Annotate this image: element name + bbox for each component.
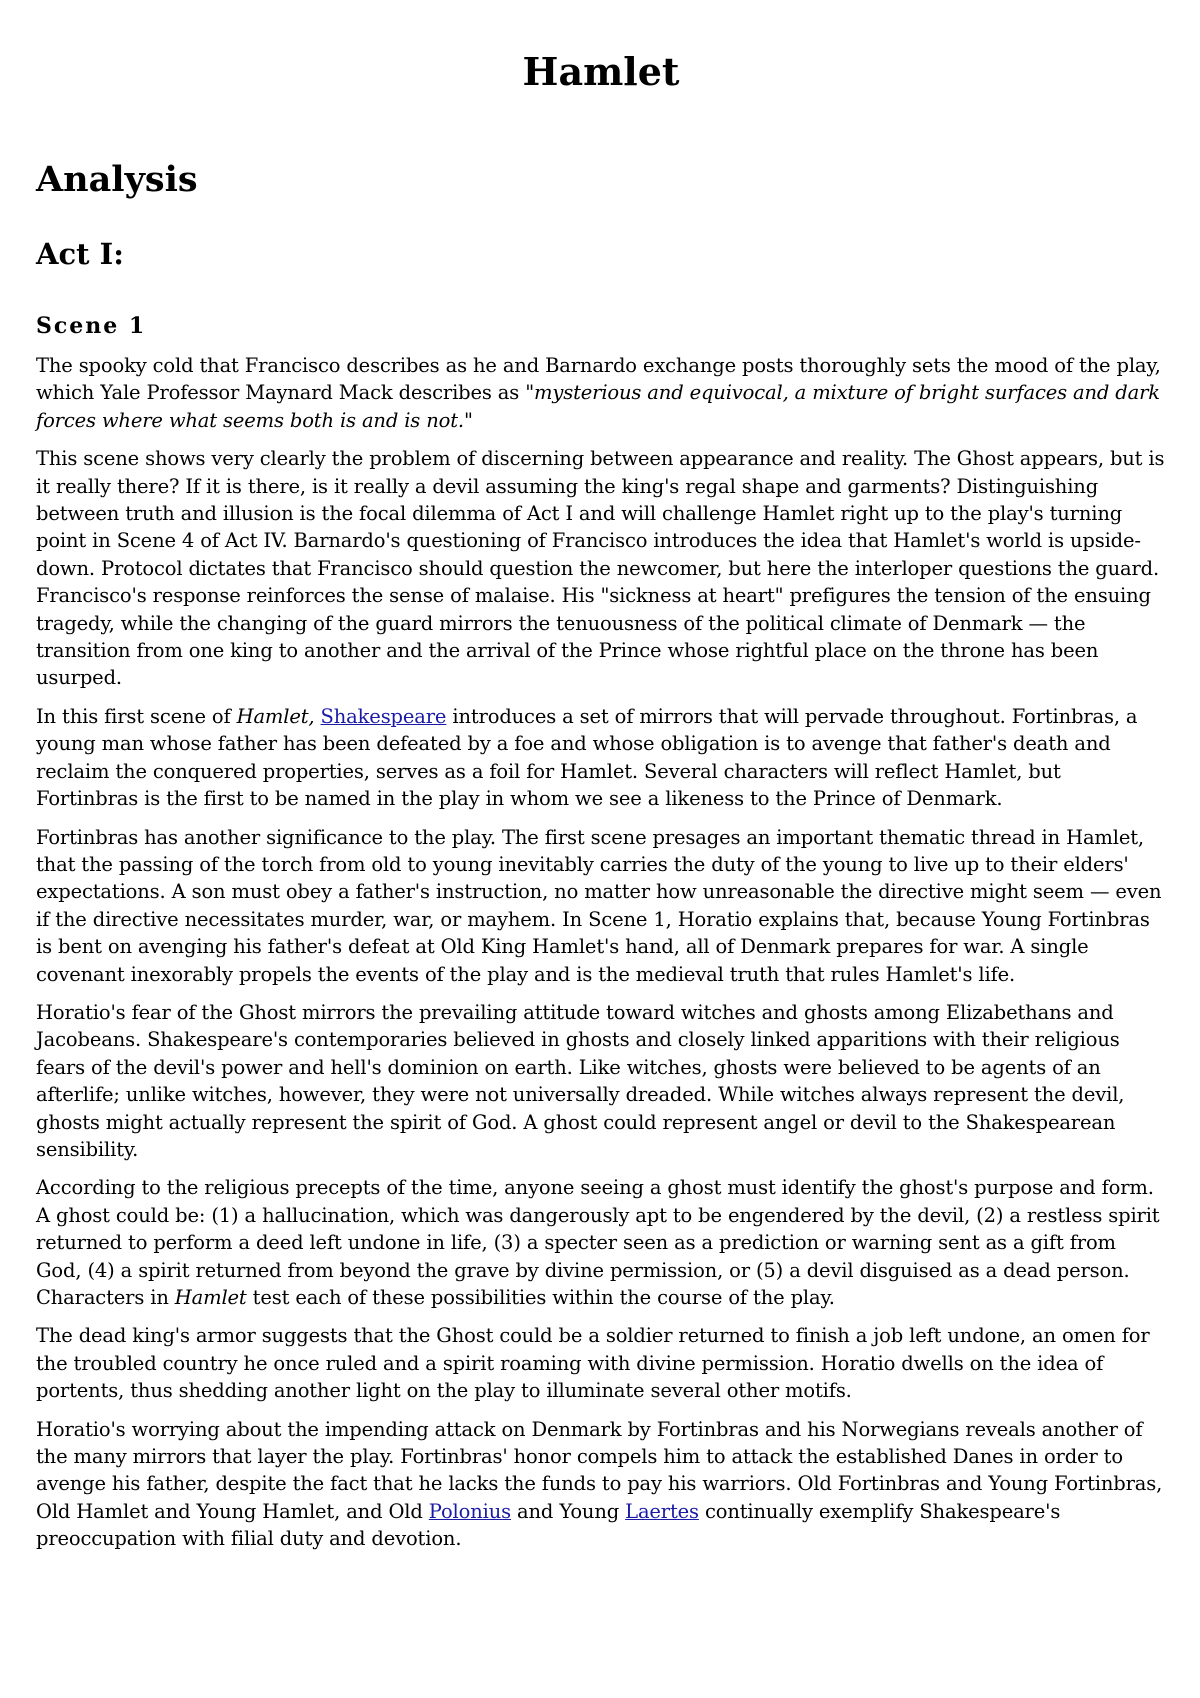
shakespeare-link[interactable]: Shakespeare <box>320 704 447 728</box>
scene-heading: Scene 1 <box>36 313 147 339</box>
paragraph-7: The dead king's armor suggests that the Ghost could be a soldier returned to finish a job left undone, an omen for the troubled country he once ruled and a spirit roaming with divine permission. Horatio dwells on the idea of portents, thus shedding another light on the play to illuminate several other motifs. <box>36 1324 1150 1403</box>
paragraph-8 <box>36 1416 1166 1553</box>
laertes-link[interactable]: Laertes <box>625 1499 699 1523</box>
paragraph-5: Horatio's fear of the Ghost mirrors the prevailing attitude toward witches and ghosts among Elizabethans and Jacobeans. Shakespeare's contemporaries believed in ghosts and closely linked apparitions with their religious fears of the devil's power and hell's dominion on earth. Like witches, ghosts were believed to be agents of an afterlife; unlike witches, however, they were not universally dreaded. While witches always represent the devil, ghosts might actually represent the spirit of God. A ghost could represent angel or devil to the Shakespearean sensibility. <box>36 1000 1125 1161</box>
paragraph-8-text-c: continually exemplify Shakespeare's preoccupation with filial duty and devotion. <box>36 1499 1061 1551</box>
polonius-link[interactable]: Polonius <box>428 1499 511 1523</box>
paragraph-2: This scene shows very clearly the problem of discerning between appearance and reality. The Ghost appears, but is it really there? If it is there, is it really a devil assuming the king's regal shape and garments? Distinguishing between truth and illusion is the focal dilemma of Act I and will challenge Hamlet right up to the play's turning point in Scene 4 of Act IV. Barnardo's questioning of Francisco introduces the idea that Hamlet's world is upside-down. Protocol dictates that Francisco should question the newcomer, but here the interloper questions the guard. Francisco's response reinforces the sense of malaise. His "sickness at heart" prefigures the tension of the ensuing tragedy, while the changing of the guard mirrors the tenuousness of the political climate of Denmark — the transition from one king to another and the arrival of the Prince whose rightful place on the throne has been usurped. <box>36 447 1165 690</box>
paragraph-4: Fortinbras has another significance to the play. The first scene presages an important thematic thread in Hamlet, that the passing of the torch from old to young inevitably carries the duty of the young to live up to their elders' expectations. A son must obey a father's instruction, no matter how unreasonable the directive might seem — even if the directive necessitates murder, war, or mayhem. In Scene 1, Horatio explains that, because Young Fortinbras is bent on avenging his father's defeat at Old King Hamlet's hand, all of Denmark prepares for war. A single covenant inexorably propels the events of the play and is the medieval truth that rules Hamlet's life. <box>36 825 1162 986</box>
act-heading: Act I: <box>36 237 124 271</box>
section-heading-analysis: Analysis <box>36 159 198 200</box>
document-title: Hamlet <box>522 49 680 94</box>
paragraph-6-text-b: test each of these possibilities within the course of the play. <box>246 1286 835 1309</box>
paragraph-8-text-b: and Young <box>511 1499 626 1523</box>
hamlet-title-italic: Hamlet, <box>236 704 315 728</box>
paragraph-3 <box>36 703 1166 813</box>
hamlet-title-italic: Hamlet <box>174 1286 247 1309</box>
analysis-body <box>36 352 1166 1564</box>
paragraph-6 <box>36 1174 1166 1311</box>
paragraph-1-text: The spooky cold that Francisco describes as he and Barnardo exchange posts thoroughly sets the mood of the play, which Yale Professor Maynard Mack describes as <box>36 354 1161 405</box>
paragraph-3-text-b: introduces a set of mirrors that will pervade throughout. Fortinbras, a young man whose father has been defeated by a foe and whose obligation is to avenge that father's death and reclaim the conquered properties, serves as a foil for Hamlet. Several characters will reflect Hamlet, but Fortinbras is the first to be named in the play in whom we see a likeness to the Prince of Denmark. <box>36 704 1138 811</box>
paragraph-1 <box>36 352 1166 434</box>
paragraph-8-text-a: Horatio's worrying about the impending attack on Denmark by Fortinbras and his Norwegians reveals another of the many mirrors that layer the play. Fortinbras' honor compels him to attack the established Danes in order to avenge his father, despite the fact that he lacks the funds to pay his warriors. Old Fortinbras and Young Fortinbras, Old Hamlet and Young Hamlet, and Old <box>36 1417 1163 1523</box>
paragraph-3-text-a: In this first scene of <box>36 704 237 728</box>
paragraph-6-text-a: According to the religious precepts of the time, anyone seeing a ghost must identify the ghost's purpose and form. A ghost could be: (1) a hallucination, which was dangerously apt to be engendered by the devil, (2) a restless spirit returned to perform a deed left undone in life, (3) a specter seen as a prediction or warning sent as a gift from God, (4) a spirit returned from beyond the grave by divine permission, or (5) a devil disguised as a dead person. Characters in <box>36 1176 1160 1309</box>
mack-quote: "mysterious and equivocal, a mixture of bright surfaces and dark forces where what seems both is and is not." <box>36 381 1160 432</box>
